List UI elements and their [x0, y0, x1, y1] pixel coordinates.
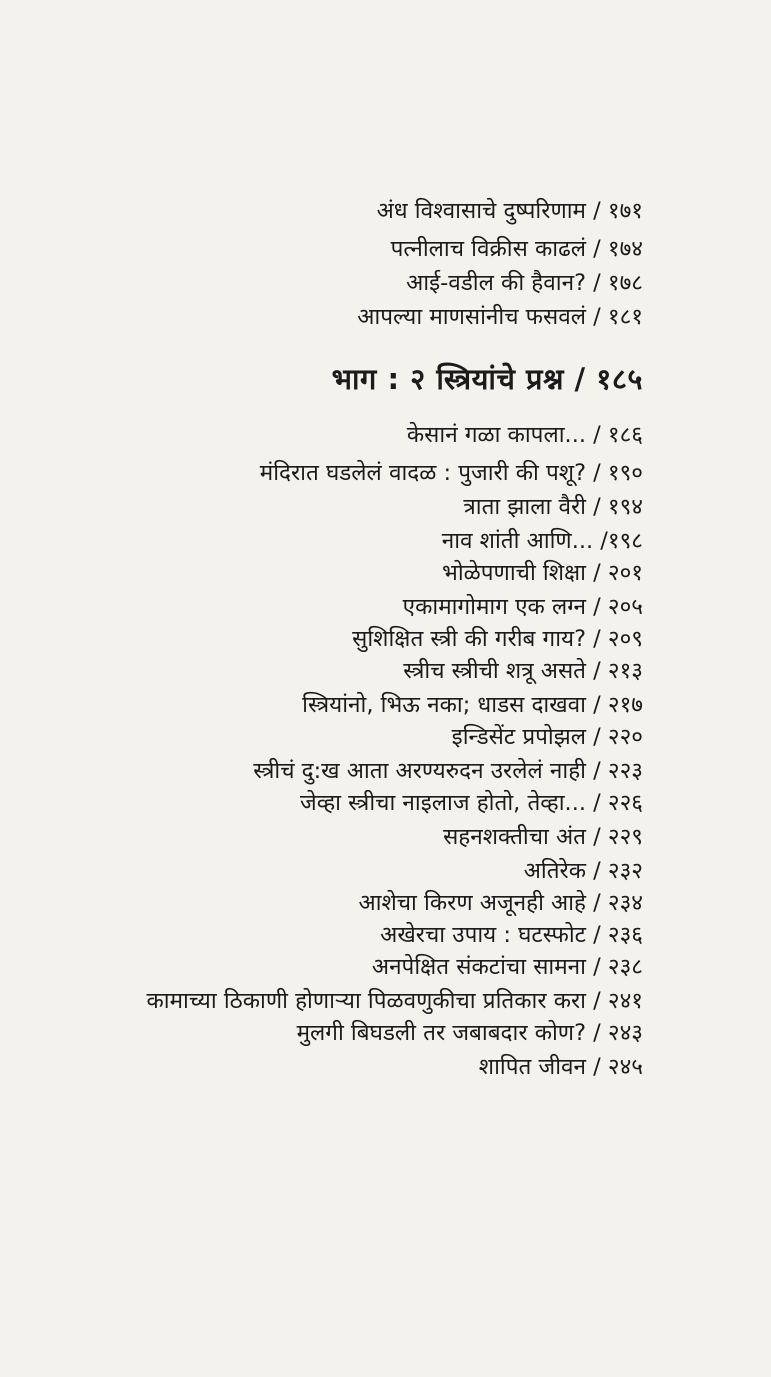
toc-entry: आई-वडील की हैवान? / १७८	[406, 270, 643, 296]
toc-entry: जेव्हा स्त्रीचा नाइलाज होतो, तेव्हा... / २२६	[300, 790, 643, 816]
toc-entry: एकामागोमाग एक लग्न / २०५	[402, 594, 643, 620]
section-heading-part-2: भाग : २ स्त्रियांचे प्रश्न / १८५	[331, 362, 643, 396]
toc-entry: भोळेपणाची शिक्षा / २०१	[442, 560, 643, 586]
toc-entry: सुशिक्षित स्त्री की गरीब गाय? / २०९	[352, 626, 643, 652]
toc-entry: सहनशक्तीचा अंत / २२९	[443, 824, 643, 850]
toc-entry: केसानं गळा कापला... / १८६	[406, 422, 643, 448]
toc-entry: स्त्रीच स्त्रीची शत्रू असते / २१३	[403, 658, 643, 684]
toc-entry: शापित जीवन / २४५	[478, 1054, 643, 1080]
toc-entry: कामाच्या ठिकाणी होणाऱ्या पिळवणुकीचा प्रतिकार करा / २४१	[146, 988, 643, 1014]
toc-entry: मंदिरात घडलेलं वादळ : पुजारी की पशू? / १९०	[259, 460, 643, 486]
toc-entry: अंध विश्वासाचे दुष्परिणाम / १७१	[376, 198, 643, 224]
toc-entry: त्राता झाला वैरी / १९४	[463, 494, 643, 520]
toc-entry: इन्डिसेंट प्रपोझल / २२०	[451, 724, 643, 750]
toc-entry: अखेरचा उपाय : घटस्फोट / २३६	[380, 922, 643, 948]
toc-entry: मुलगी बिघडली तर जबाबदार कोण? / २४३	[296, 1020, 643, 1046]
toc-entry: अतिरेक / २३२	[523, 858, 643, 884]
toc-entry: स्त्रियांनो, भिऊ नका; धाडस दाखवा / २१७	[302, 692, 643, 718]
table-of-contents	[83, 195, 643, 1083]
toc-entry: आशेचा किरण अजूनही आहे / २३४	[358, 890, 643, 916]
toc-entry: स्त्रीचं दु:ख आता अरण्यरुदन उरलेलं नाही / २२३	[253, 758, 643, 784]
toc-entry: अनपेक्षित संकटांचा सामना / २३८	[371, 954, 643, 980]
toc-entry: पत्नीलाच विक्रीस काढलं / १७४	[390, 236, 643, 262]
toc-entry: आपल्या माणसांनीच फसवलं / १८१	[357, 304, 643, 330]
toc-entry: नाव शांती आणि... /१९८	[441, 528, 643, 554]
